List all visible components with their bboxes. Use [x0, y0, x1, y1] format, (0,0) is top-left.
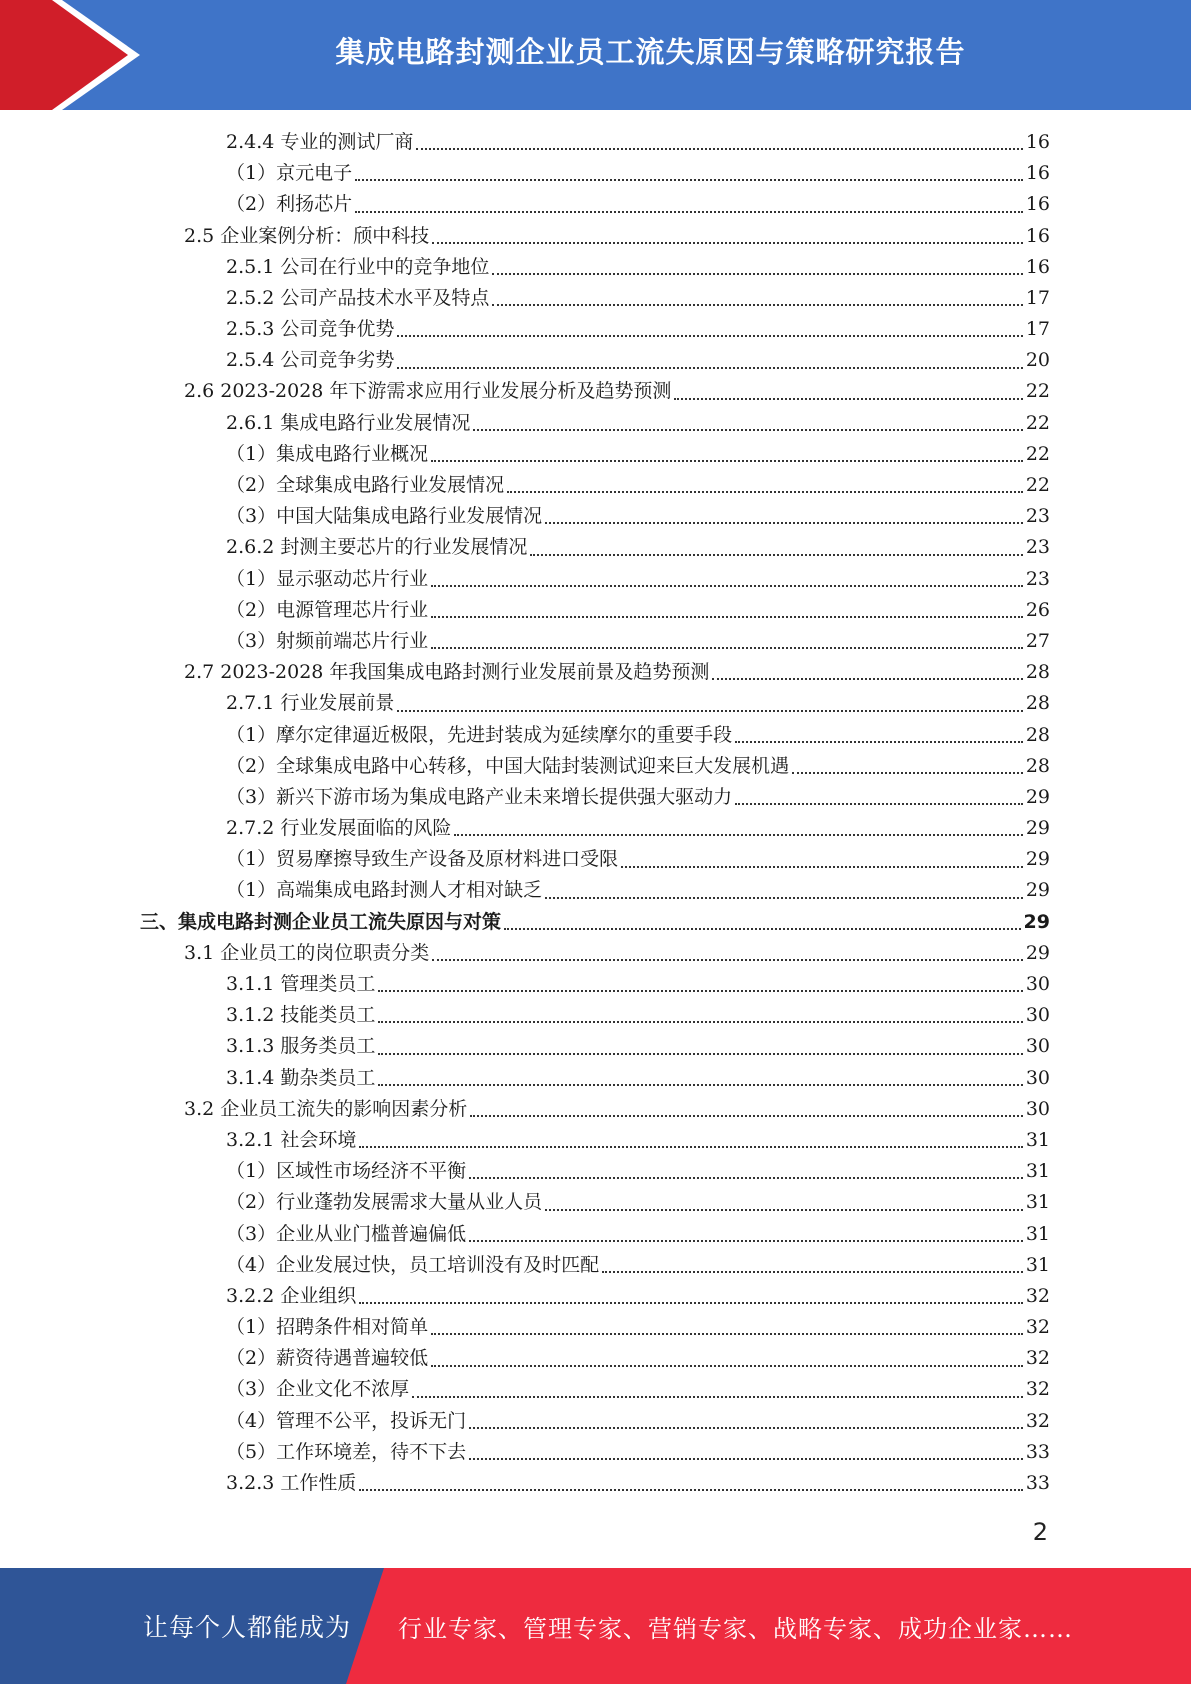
toc-entry-title: （3）企业文化不浓厚: [226, 1378, 410, 1401]
toc-dot-leader: [359, 1145, 1022, 1148]
toc-dot-leader: [431, 459, 1023, 462]
toc-dot-leader: [355, 210, 1023, 213]
toc-entry[interactable]: [140, 377, 1050, 408]
toc-entry-title: （2）利扬芯片: [226, 193, 353, 216]
toc-entry-page: 31: [1025, 1222, 1050, 1245]
toc-entry[interactable]: [140, 657, 1050, 688]
toc-entry-page: 23: [1025, 536, 1050, 559]
toc-dot-leader: [735, 740, 1023, 743]
toc-entry-title: 3.2.3 工作性质: [226, 1472, 357, 1495]
toc-dot-leader: [545, 521, 1023, 524]
toc-entry-title: （1）集成电路行业概况: [226, 442, 429, 465]
toc-dot-leader: [359, 1301, 1022, 1304]
toc-entry-page: 23: [1025, 505, 1050, 528]
toc-entry-page: 22: [1025, 474, 1050, 497]
toc-entry-page: 17: [1025, 318, 1050, 341]
toc-entry-page: 31: [1025, 1191, 1050, 1214]
toc-dot-leader: [412, 1395, 1023, 1398]
toc-entry-page: 29: [1025, 941, 1050, 964]
toc-entry[interactable]: [140, 1468, 1050, 1499]
toc-entry-page: 30: [1025, 1035, 1050, 1058]
toc-entry[interactable]: [140, 782, 1050, 813]
toc-entry-page: 16: [1025, 193, 1050, 216]
toc-entry[interactable]: [140, 844, 1050, 875]
toc-entry[interactable]: [140, 1250, 1050, 1281]
toc-entry-page: 22: [1025, 411, 1050, 434]
toc-entry-title: （1）贸易摩擦导致生产设备及原材料进口受限: [226, 848, 619, 871]
toc-entry-title: 3.2.1 社会环境: [226, 1128, 357, 1151]
toc-entry-title: 2.6.2 封测主要芯片的行业发展情况: [226, 536, 528, 559]
toc-entry[interactable]: [140, 1156, 1050, 1187]
toc-dot-leader: [397, 366, 1022, 369]
toc-entry[interactable]: [140, 532, 1050, 563]
toc-dot-leader: [359, 1488, 1022, 1491]
toc-entry-page: 29: [1023, 910, 1050, 933]
toc-entry-title: （1）区域性市场经济不平衡: [226, 1160, 467, 1183]
toc-entry-title: （1）招聘条件相对简单: [226, 1316, 429, 1339]
toc-entry-page: 27: [1025, 629, 1050, 652]
toc-entry[interactable]: [140, 688, 1050, 719]
toc-dot-leader: [454, 833, 1022, 836]
toc-entry-page: 31: [1025, 1160, 1050, 1183]
page-number: 2: [1032, 1518, 1048, 1546]
toc-entry-title: 2.5.2 公司产品技术水平及特点: [226, 286, 490, 309]
toc-entry-title: （1）京元电子: [226, 162, 353, 185]
toc-dot-leader: [469, 1426, 1023, 1429]
toc-entry-title: （1）摩尔定律逼近极限，先进封装成为延续摩尔的重要手段: [226, 723, 733, 746]
toc-entry[interactable]: [140, 283, 1050, 314]
toc-dot-leader: [469, 1176, 1023, 1179]
toc-dot-leader: [397, 709, 1022, 712]
toc-entry-page: 16: [1025, 255, 1050, 278]
toc-entry-title: （3）中国大陆集成电路行业发展情况: [226, 505, 543, 528]
toc-dot-leader: [378, 1083, 1022, 1086]
toc-dot-leader: [355, 178, 1023, 181]
toc-entry-page: 16: [1025, 130, 1050, 153]
toc-entry-title: 2.5.3 公司竞争优势: [226, 318, 395, 341]
toc-entry[interactable]: [140, 1219, 1050, 1250]
toc-dot-leader: [545, 1208, 1023, 1211]
toc-entry-title: 3.1.4 勤杂类员工: [226, 1066, 376, 1089]
toc-entry[interactable]: [140, 907, 1050, 938]
toc-dot-leader: [378, 989, 1022, 992]
toc-dot-leader: [469, 1457, 1023, 1460]
toc-entry[interactable]: [140, 1000, 1050, 1031]
toc-entry-page: 29: [1025, 785, 1050, 808]
toc-dot-leader: [674, 397, 1022, 400]
toc-entry-page: 28: [1025, 692, 1050, 715]
toc-dot-leader: [504, 927, 1021, 930]
toc-entry[interactable]: [140, 252, 1050, 283]
toc-entry-page: 29: [1025, 817, 1050, 840]
toc-entry-page: 22: [1025, 380, 1050, 403]
toc-entry-page: 26: [1025, 598, 1050, 621]
toc-dot-leader: [432, 958, 1023, 961]
toc-entry-page: 16: [1025, 162, 1050, 185]
header-arrow-decoration: [0, 0, 160, 110]
toc-entry-title: 2.5 企业案例分析：颀中科技: [184, 224, 430, 247]
toc-entry-title: 2.4.4 专业的测试厂商: [226, 130, 414, 153]
toc-dot-leader: [492, 303, 1022, 306]
toc-dot-leader: [473, 428, 1022, 431]
toc-entry-title: 2.7.1 行业发展前景: [226, 692, 395, 715]
toc-entry[interactable]: [140, 751, 1050, 782]
footer-slogan-left: 让每个人都能成为: [143, 1613, 352, 1642]
toc-dot-leader: [432, 241, 1023, 244]
toc-entry[interactable]: [140, 564, 1050, 595]
toc-entry[interactable]: [140, 969, 1050, 1000]
toc-dot-leader: [378, 1020, 1022, 1023]
toc-entry-page: 33: [1025, 1440, 1050, 1463]
toc-entry-title: 3.1 企业员工的岗位职责分类: [184, 941, 430, 964]
toc-entry-title: （3）企业从业门槛普遍偏低: [226, 1222, 467, 1245]
toc-entry-title: （4）企业发展过快，员工培训没有及时匹配: [226, 1253, 600, 1276]
toc-dot-leader: [545, 896, 1023, 899]
toc-entry-page: 20: [1025, 349, 1050, 372]
toc-entry[interactable]: [140, 158, 1050, 189]
toc-dot-leader: [431, 584, 1023, 587]
toc-entry[interactable]: [140, 720, 1050, 751]
toc-entry[interactable]: [140, 501, 1050, 532]
toc-entry-title: （3）新兴下游市场为集成电路产业未来增长提供强大驱动力: [226, 785, 733, 808]
toc-entry-title: 3.1.1 管理类员工: [226, 973, 376, 996]
toc-dot-leader: [792, 771, 1023, 774]
toc-entry[interactable]: [140, 408, 1050, 439]
toc-dot-leader: [378, 1052, 1022, 1055]
toc-entry[interactable]: [140, 938, 1050, 969]
toc-entry-page: 31: [1025, 1253, 1050, 1276]
toc-entry-title: 三、集成电路封测企业员工流失原因与对策: [140, 910, 502, 933]
toc-entry-page: 30: [1025, 1066, 1050, 1089]
toc-entry[interactable]: [140, 439, 1050, 470]
toc-entry-title: 3.1.3 服务类员工: [226, 1035, 376, 1058]
toc-entry[interactable]: [140, 314, 1050, 345]
toc-dot-leader: [431, 1364, 1023, 1367]
toc-entry[interactable]: [140, 1406, 1050, 1437]
toc-entry-page: 32: [1025, 1316, 1050, 1339]
toc-entry[interactable]: [140, 876, 1050, 907]
toc-dot-leader: [602, 1270, 1023, 1273]
toc-entry-title: 3.2.2 企业组织: [226, 1284, 357, 1307]
toc-entry-page: 23: [1025, 567, 1050, 590]
toc-entry-title: （2）全球集成电路中心转移，中国大陆封装测试迎来巨大发展机遇: [226, 754, 790, 777]
toc-entry[interactable]: [140, 127, 1050, 158]
toc-entry-page: 33: [1025, 1472, 1050, 1495]
toc-dot-leader: [431, 646, 1023, 649]
toc-entry-page: 32: [1025, 1409, 1050, 1432]
toc-entry-title: 3.1.2 技能类员工: [226, 1004, 376, 1027]
toc-entry-title: 2.7.2 行业发展面临的风险: [226, 817, 452, 840]
toc-entry[interactable]: [140, 626, 1050, 657]
report-title: 集成电路封测企业员工流失原因与策略研究报告: [335, 34, 966, 69]
toc-dot-leader: [431, 1332, 1023, 1335]
page-header: [0, 0, 1191, 110]
table-of-contents: [140, 127, 1050, 1499]
toc-entry-title: 2.5.4 公司竞争劣势: [226, 349, 395, 372]
toc-dot-leader: [431, 615, 1023, 618]
toc-entry[interactable]: [140, 1063, 1050, 1094]
toc-entry[interactable]: [140, 1437, 1050, 1468]
toc-entry-title: （1）显示驱动芯片行业: [226, 567, 429, 590]
toc-entry-title: （4）管理不公平，投诉无门: [226, 1409, 467, 1432]
toc-entry[interactable]: [140, 1125, 1050, 1156]
toc-entry-title: （2）全球集成电路行业发展情况: [226, 474, 505, 497]
toc-entry-page: 28: [1025, 754, 1050, 777]
toc-entry-page: 28: [1025, 723, 1050, 746]
toc-entry[interactable]: [140, 1343, 1050, 1374]
toc-dot-leader: [621, 865, 1023, 868]
toc-entry-title: 2.7 2023-2028 年我国集成电路封测行业发展前景及趋势预测: [184, 661, 710, 684]
toc-entry-title: （2）电源管理芯片行业: [226, 598, 429, 621]
toc-entry-page: 30: [1025, 1097, 1050, 1120]
toc-dot-leader: [492, 272, 1022, 275]
toc-entry-page: 32: [1025, 1378, 1050, 1401]
footer-slogan-right: 行业专家、管理专家、营销专家、战略专家、成功企业家……: [398, 1614, 1073, 1643]
toc-entry-page: 29: [1025, 848, 1050, 871]
toc-entry-title: （2）薪资待遇普遍较低: [226, 1347, 429, 1370]
toc-dot-leader: [470, 1114, 1023, 1117]
toc-entry-title: （5）工作环境差，待不下去: [226, 1440, 467, 1463]
toc-entry-page: 17: [1025, 286, 1050, 309]
toc-entry[interactable]: [140, 470, 1050, 501]
toc-entry-page: 32: [1025, 1347, 1050, 1370]
toc-dot-leader: [397, 334, 1022, 337]
toc-entry[interactable]: [140, 1031, 1050, 1062]
toc-entry-title: 2.6.1 集成电路行业发展情况: [226, 411, 471, 434]
toc-entry[interactable]: [140, 189, 1050, 220]
toc-entry[interactable]: [140, 221, 1050, 252]
toc-entry[interactable]: [140, 345, 1050, 376]
toc-entry-page: 16: [1025, 224, 1050, 247]
toc-dot-leader: [530, 553, 1022, 556]
toc-entry-title: （2）行业蓬勃发展需求大量从业人员: [226, 1191, 543, 1214]
toc-entry-title: （1）高端集成电路封测人才相对缺乏: [226, 879, 543, 902]
toc-entry[interactable]: [140, 1281, 1050, 1312]
toc-dot-leader: [469, 1239, 1023, 1242]
toc-entry-title: 2.6 2023-2028 年下游需求应用行业发展分析及趋势预测: [184, 380, 672, 403]
toc-entry-page: 32: [1025, 1284, 1050, 1307]
toc-entry[interactable]: [140, 813, 1050, 844]
toc-entry-page: 30: [1025, 973, 1050, 996]
toc-entry-page: 28: [1025, 661, 1050, 684]
toc-dot-leader: [712, 677, 1022, 680]
toc-entry[interactable]: [140, 1187, 1050, 1218]
toc-dot-leader: [416, 147, 1022, 150]
toc-entry-title: （3）射频前端芯片行业: [226, 629, 429, 652]
toc-entry[interactable]: [140, 1094, 1050, 1125]
toc-dot-leader: [507, 490, 1023, 493]
toc-entry[interactable]: [140, 595, 1050, 626]
toc-entry[interactable]: [140, 1312, 1050, 1343]
toc-dot-leader: [735, 802, 1023, 805]
toc-entry-page: 22: [1025, 442, 1050, 465]
toc-entry-page: 31: [1025, 1128, 1050, 1151]
toc-entry-title: 3.2 企业员工流失的影响因素分析: [184, 1097, 468, 1120]
toc-entry-page: 29: [1025, 879, 1050, 902]
toc-entry-page: 30: [1025, 1004, 1050, 1027]
toc-entry-title: 2.5.1 公司在行业中的竞争地位: [226, 255, 490, 278]
page-footer: [0, 1568, 1191, 1684]
toc-entry[interactable]: [140, 1375, 1050, 1406]
